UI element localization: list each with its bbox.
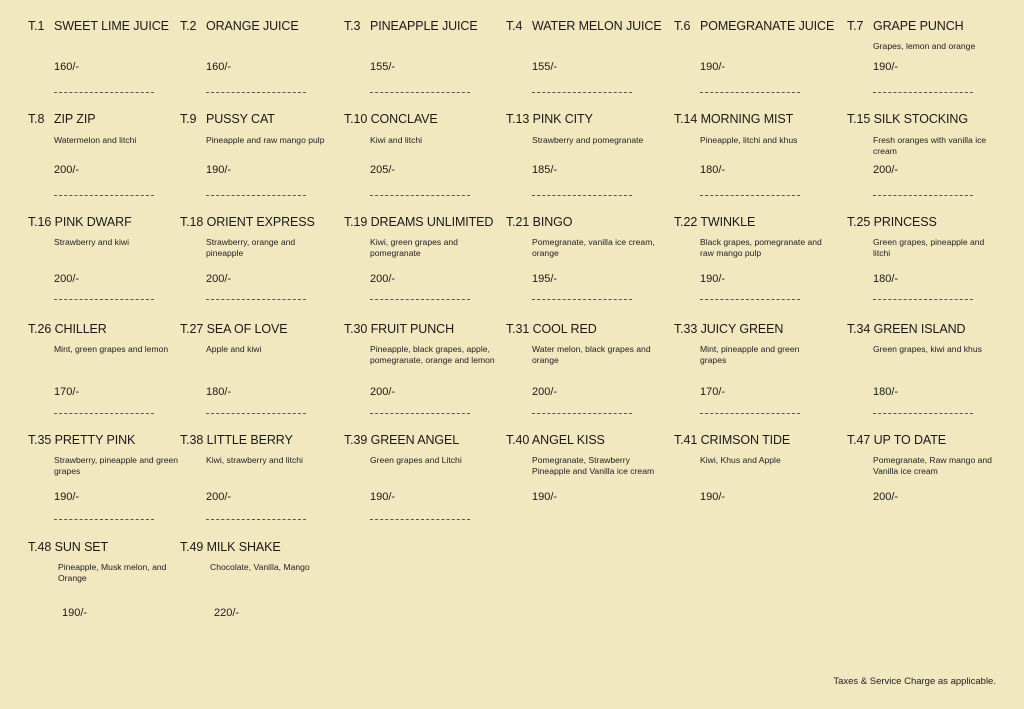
menu-item-code: T.4	[506, 19, 523, 33]
menu-item-description: Strawberry and pomegranate	[532, 135, 644, 145]
menu-item-code: T.15	[847, 112, 871, 126]
menu-item-price: 180/-	[873, 386, 899, 398]
divider	[370, 519, 470, 520]
menu-item-title	[180, 433, 293, 447]
menu-item-title	[847, 112, 968, 126]
divider	[54, 413, 154, 414]
divider	[370, 299, 470, 300]
menu-item-code: T.47	[847, 433, 871, 447]
menu-item-title	[28, 19, 169, 33]
menu-item-name: PINEAPPLE JUICE	[370, 19, 478, 33]
menu-item-name: FRUIT PUNCH	[370, 322, 455, 336]
menu-item-code: T.30	[344, 322, 368, 336]
menu-item-price: 190/-	[62, 607, 88, 619]
menu-item-code: T.48	[28, 540, 52, 554]
menu-item-title	[506, 112, 593, 126]
menu-item-description: Pineapple, black grapes, apple, pomegranate, orange and lemon	[370, 344, 495, 365]
menu-item-price: 190/-	[700, 273, 726, 285]
menu-item-price: 180/-	[873, 273, 899, 285]
menu-item-description: Pomegranate, Raw mango and Vanilla ice cream	[873, 455, 992, 476]
menu-item-name: PRETTY PINK	[54, 433, 136, 447]
menu-item-code: T.8	[28, 112, 45, 126]
menu-item-name: WATER MELON JUICE	[532, 19, 662, 33]
menu-item-price: 190/-	[206, 164, 232, 176]
menu-item-description: Black grapes, pomegranate and raw mango pulp	[700, 237, 822, 258]
menu-item-title	[180, 215, 315, 229]
menu-item-name: POMEGRANATE JUICE	[700, 19, 835, 33]
menu-item-title	[180, 322, 288, 336]
divider	[54, 299, 154, 300]
menu-item-title	[344, 19, 478, 33]
taxes-note: Taxes & Service Charge as applicable.	[833, 676, 996, 687]
menu-item-name: CONCLAVE	[370, 112, 438, 126]
menu-item-name: MILK SHAKE	[206, 540, 281, 554]
menu-item-title	[506, 322, 597, 336]
menu-item-name: SUN SET	[54, 540, 109, 554]
menu-item-price: 200/-	[54, 273, 80, 285]
menu-item-description: Pineapple, litchi and khus	[700, 135, 798, 145]
menu-item-description: Pomegranate, Strawberry Pineapple and Vanilla ice cream	[532, 455, 655, 476]
divider	[873, 299, 973, 300]
menu-item-code: T.41	[674, 433, 698, 447]
divider	[873, 413, 973, 414]
divider	[54, 195, 154, 196]
divider	[206, 299, 306, 300]
menu-item-title	[674, 215, 755, 229]
divider	[532, 195, 632, 196]
menu-item-title	[847, 215, 937, 229]
menu-item-price: 200/-	[54, 164, 80, 176]
menu-item-price: 200/-	[370, 386, 396, 398]
menu-item-description: Pineapple and raw mango pulp	[206, 135, 325, 145]
menu-item-name: UP TO DATE	[873, 433, 947, 447]
menu-item-price: 155/-	[370, 61, 396, 73]
menu-item-code: T.40	[506, 433, 530, 447]
menu-item-description: Pomegranate, vanilla ice cream, orange	[532, 237, 655, 258]
menu-item-code: T.31	[506, 322, 530, 336]
menu-item-price: 185/-	[532, 164, 558, 176]
divider	[370, 413, 470, 414]
menu-item-name: SWEET LIME JUICE	[54, 19, 169, 33]
divider	[370, 195, 470, 196]
menu-item-price: 200/-	[873, 164, 899, 176]
menu-item-code: T.21	[506, 215, 530, 229]
menu-item-title	[506, 433, 605, 447]
menu-item-price: 180/-	[206, 386, 232, 398]
menu-item-code: T.34	[847, 322, 871, 336]
menu-item-price: 200/-	[206, 273, 232, 285]
divider	[700, 413, 800, 414]
menu-item-code: T.18	[180, 215, 204, 229]
menu-item-title	[28, 322, 107, 336]
menu-item-price: 200/-	[370, 273, 396, 285]
menu-item-price: 205/-	[370, 164, 396, 176]
divider	[532, 413, 632, 414]
menu-item-description: Apple and kiwi	[206, 344, 262, 354]
menu-item-description: Pineapple, Musk melon, and Orange	[58, 562, 167, 583]
menu-item-price: 180/-	[700, 164, 726, 176]
menu-item-price: 170/-	[54, 386, 80, 398]
menu-item-name: SEA OF LOVE	[206, 322, 288, 336]
divider	[54, 92, 154, 93]
menu-item-name: PINK DWARF	[54, 215, 132, 229]
menu-item-code: T.13	[506, 112, 530, 126]
menu-item-description: Kiwi, green grapes and pomegranate	[370, 237, 458, 258]
menu-item-description: Mint, green grapes and lemon	[54, 344, 169, 354]
menu-item-description: Water melon, black grapes and orange	[532, 344, 651, 365]
menu-item-name: PRINCESS	[873, 215, 937, 229]
menu-item-description: Watermelon and litchi	[54, 135, 137, 145]
menu-item-title	[847, 322, 966, 336]
menu-item-name: LITTLE BERRY	[206, 433, 293, 447]
divider	[206, 195, 306, 196]
divider	[206, 519, 306, 520]
menu-item-price: 190/-	[873, 61, 899, 73]
menu-item-title	[506, 215, 572, 229]
menu-item-code: T.26	[28, 322, 52, 336]
divider	[700, 195, 800, 196]
menu-item-name: JUICY GREEN	[700, 322, 784, 336]
menu-item-code: T.19	[344, 215, 368, 229]
menu-item-price: 190/-	[532, 491, 558, 503]
menu-item-name: SILK STOCKING	[873, 112, 968, 126]
menu-item-title	[674, 433, 790, 447]
menu-item-description: Fresh oranges with vanilla ice cream	[873, 135, 987, 156]
menu-item-price: 160/-	[54, 61, 80, 73]
menu-item-name: GREEN ANGEL	[370, 433, 460, 447]
menu-item-code: T.10	[344, 112, 368, 126]
divider	[532, 92, 632, 93]
menu-item-code: T.9	[180, 112, 197, 126]
menu-item-code: T.27	[180, 322, 204, 336]
menu-item-name: ORANGE JUICE	[206, 19, 299, 33]
menu-item-description: Kiwi, strawberry and litchi	[206, 455, 303, 465]
menu-item-name: PINK CITY	[532, 112, 593, 126]
menu-item-description: Strawberry and kiwi	[54, 237, 129, 247]
menu-item-description: Kiwi and litchi	[370, 135, 423, 145]
menu-item-title	[847, 19, 964, 33]
menu-item-code: T.39	[344, 433, 368, 447]
divider	[873, 92, 973, 93]
menu-item-code: T.7	[847, 19, 864, 33]
menu-item-title	[674, 112, 793, 126]
menu-item-name: ANGEL KISS	[531, 433, 605, 447]
menu-item-description: Green grapes and Litchi	[370, 455, 462, 465]
menu-item-description: Kiwi, Khus and Apple	[700, 455, 781, 465]
menu-item-description: Chocolate, Vanilla, Mango	[210, 562, 310, 572]
menu-item-description: Strawberry, orange and pineapple	[206, 237, 296, 258]
menu-item-code: T.22	[674, 215, 698, 229]
menu-item-title	[674, 19, 834, 33]
menu-item-title	[28, 433, 135, 447]
menu-item-price: 155/-	[532, 61, 558, 73]
menu-item-name: ZIP ZIP	[54, 112, 96, 126]
menu-item-price: 200/-	[206, 491, 232, 503]
menu-item-title	[674, 322, 783, 336]
menu-item-price: 190/-	[370, 491, 396, 503]
menu-item-price: 200/-	[532, 386, 558, 398]
menu-item-price: 200/-	[873, 491, 899, 503]
menu-item-name: GRAPE PUNCH	[873, 19, 964, 33]
divider	[206, 92, 306, 93]
menu-item-title	[344, 433, 459, 447]
menu-item-code: T.35	[28, 433, 52, 447]
divider	[700, 299, 800, 300]
menu-item-name: CRIMSON TIDE	[700, 433, 791, 447]
menu-item-price: 160/-	[206, 61, 232, 73]
menu-item-code: T.3	[344, 19, 361, 33]
menu-item-name: TWINKLE	[700, 215, 756, 229]
menu-item-code: T.14	[674, 112, 698, 126]
menu-item-description: Green grapes, pineapple and litchi	[873, 237, 985, 258]
menu-item-title	[180, 112, 275, 126]
divider	[370, 92, 470, 93]
menu-item-code: T.49	[180, 540, 204, 554]
menu-item-code: T.6	[674, 19, 691, 33]
menu-item-name: MORNING MIST	[700, 112, 794, 126]
menu-item-title	[344, 112, 438, 126]
menu-item-description: Strawberry, pineapple and green grapes	[54, 455, 179, 476]
menu-item-code: T.2	[180, 19, 197, 33]
menu-item-price: 190/-	[54, 491, 80, 503]
menu-item-price: 190/-	[700, 61, 726, 73]
menu-item-name: ORIENT EXPRESS	[206, 215, 315, 229]
divider	[532, 299, 632, 300]
menu-item-title	[506, 19, 662, 33]
menu-item-name: BINGO	[532, 215, 573, 229]
menu-item-title	[28, 112, 95, 126]
menu-item-code: T.38	[180, 433, 204, 447]
menu-item-description: Mint, pineapple and green grapes	[700, 344, 800, 365]
menu-item-name: CHILLER	[54, 322, 107, 336]
divider	[54, 519, 154, 520]
menu-item-name: PUSSY CAT	[206, 112, 275, 126]
menu-item-code: T.25	[847, 215, 871, 229]
menu-item-description: Green grapes, kiwi and khus	[873, 344, 982, 354]
menu-item-name: DREAMS UNLIMITED	[370, 215, 494, 229]
menu-item-price: 170/-	[700, 386, 726, 398]
menu-item-price: 220/-	[214, 607, 240, 619]
menu-item-price: 195/-	[532, 273, 558, 285]
menu-item-title	[180, 540, 281, 554]
divider	[873, 195, 973, 196]
menu-item-description: Grapes, lemon and orange	[873, 41, 976, 51]
menu-item-title	[344, 322, 454, 336]
menu-item-title	[28, 540, 108, 554]
menu-item-code: T.33	[674, 322, 698, 336]
menu-item-code: T.1	[28, 19, 45, 33]
divider	[700, 92, 800, 93]
menu-item-price: 190/-	[700, 491, 726, 503]
menu-item-title	[180, 19, 299, 33]
menu-item-name: COOL RED	[532, 322, 597, 336]
menu-item-name: GREEN ISLAND	[873, 322, 966, 336]
menu-item-code: T.16	[28, 215, 52, 229]
menu-item-title	[847, 433, 946, 447]
menu-item-title	[28, 215, 132, 229]
menu-item-title	[344, 215, 493, 229]
divider	[206, 413, 306, 414]
